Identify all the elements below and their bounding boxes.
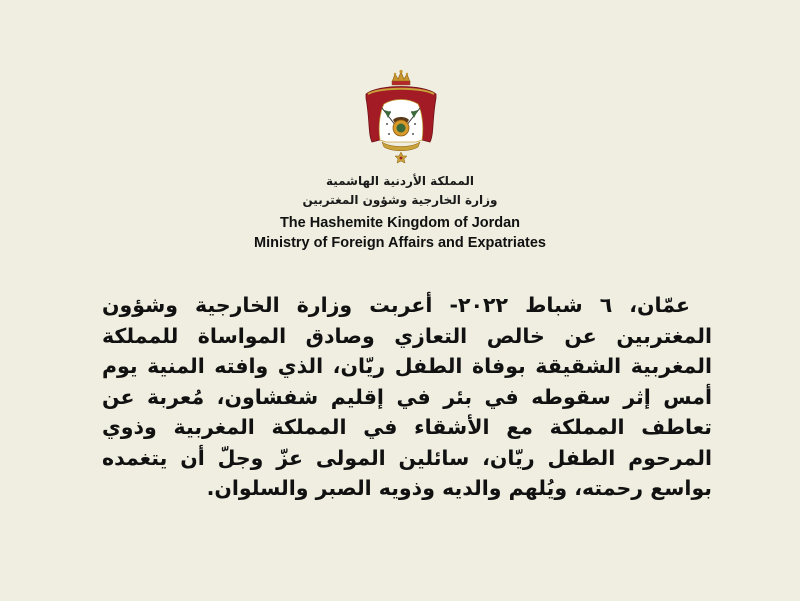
arabic-ministry-name: وزارة الخارجية وشؤون المغتربين	[302, 193, 498, 207]
jordan-coat-of-arms-icon	[360, 68, 442, 168]
arabic-kingdom-name: المملكة الأردنية الهاشمية	[325, 174, 475, 188]
english-ministry-name: Ministry of Foreign Affairs and Expatriates	[254, 235, 546, 251]
english-kingdom-name: The Hashemite Kingdom of Jordan	[279, 215, 521, 231]
statement-text: عمّان، ٦ شباط ٢٠٢٢- أعربت وزارة الخارجية وشؤون المغتربين عن خالص التعازي وصادق المواساة للمملكة المغربية الشقيقة بوفاة الطفل ريّان، الذي وافته المنية يوم أمس إثر سقوطه في بئر في إقليم شفشاون، مُعربة عن تعاطف المملكة مع الأشقاء في المملكة المغربية وذوي المرحوم الطفل ريّان، سائلين المولى عزّ وجلّ أن يتغمده بواسع رحمته، ويُلهم والديه وذويه الصبر والسلوان.	[102, 293, 712, 500]
